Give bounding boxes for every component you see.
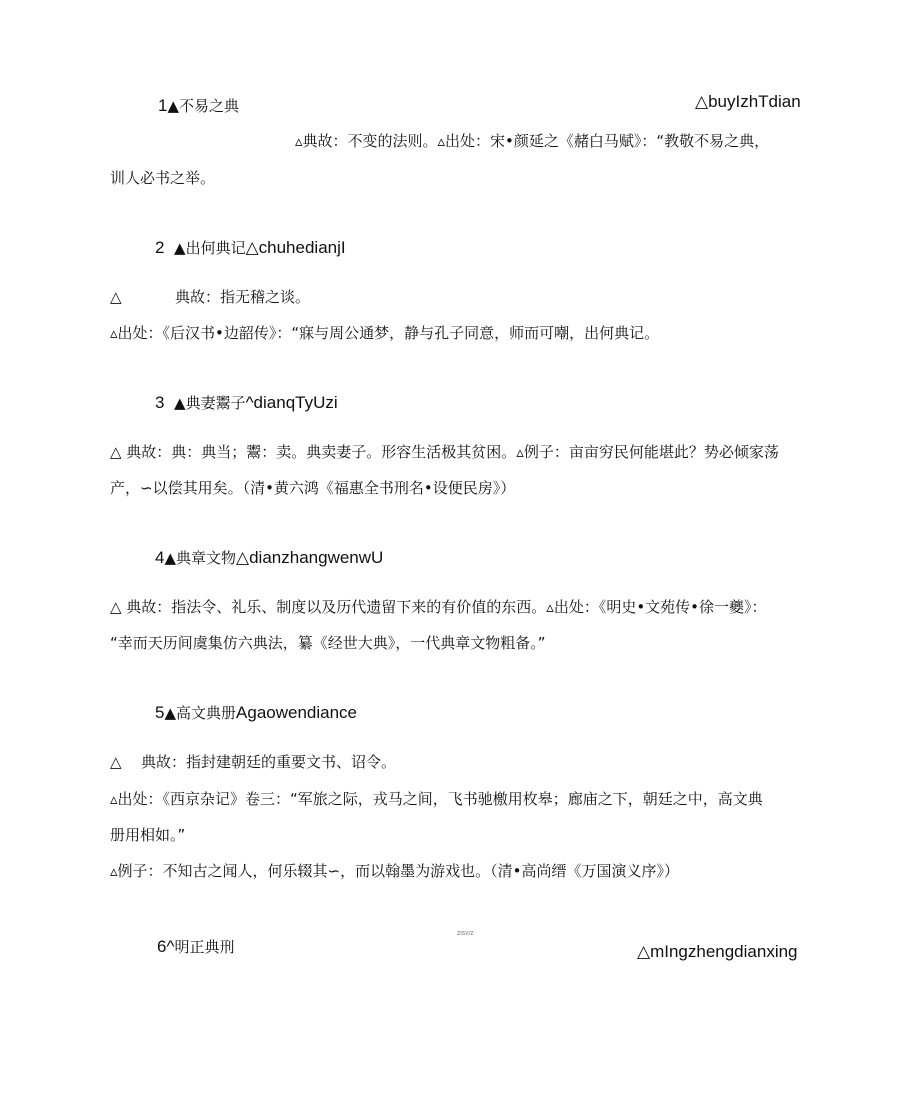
entry-2-term: 出何典记 [185,239,246,257]
entry-6-term: 明正典刑 [174,938,235,956]
entry-6-pinyin: △mIngzhengdianxing [637,942,798,961]
entry-1-marker: ▲ [167,97,180,115]
entry-2-line-1: △ [110,288,122,306]
entry-3-pinyin: ^dianqTyUzi [245,393,338,412]
entry-2-pinyin: △chuhedianjI [245,238,346,257]
entry-5-number: 5 [155,703,165,722]
entry-2-line-2: 典故：指无稽之谈。 [175,288,311,306]
entry-5-pinyin: Agaowendiance [236,703,358,722]
entry-6-marker: ^ [166,937,175,956]
entry-5-line-1: △ [110,753,122,771]
entry-5-line-4: 册用相如。” [110,826,186,844]
page-mark: ZISV/Z [457,931,474,937]
entry-4-line-2: “幸而天历间虞集仿六典法，纂《经世大典》，一代典章文物粗备。” [110,634,546,652]
entry-1-term: 不易之典 [179,97,240,115]
entry-6-number: 6 [157,937,167,956]
entry-3-marker: ▲ [174,394,186,412]
entry-4-number: 4 [155,548,165,567]
entry-2-number: 2 [155,238,165,257]
entry-3-heading [155,393,338,413]
entry-2-marker: ▲ [174,239,186,257]
entry-5-line-3: ▵出处：《西京杂记》卷三：“军旅之际，戎马之间，飞书驰檄用枚皋；廊庙之下，朝廷之中，高文典 [110,790,763,808]
entry-3-line-2: 产，∽以偿其用矣。（清•黄六鸿《福惠全书刑名•设便民房》） [110,479,516,497]
entry-5-marker: ▲ [164,704,177,722]
entry-5-line-2: 典故：指封建朝廷的重要文书、诏令。 [141,753,397,771]
entry-2-line-3: ▵出处：《后汉书•边韶传》：“寐与周公通梦，静与孔子同意，师而可嘲，出何典记。 [110,324,660,342]
entry-4-heading [155,548,383,568]
entry-1-heading [158,96,239,116]
entry-3-number: 3 [155,393,165,412]
entry-4-pinyin: △dianzhangwenwU [236,548,384,567]
entry-1-pinyin: △buyIzhTdian [695,92,801,111]
entry-4-line-1: △ 典故：指法令、礼乐、制度以及历代遗留下来的有价值的东西。▵出处：《明史•文苑传•徐一夔》： [110,598,767,616]
entry-2-heading [155,238,346,258]
entry-6-heading [157,937,234,957]
entry-5-heading [155,703,357,723]
entry-1-line-2: 训人必书之举。 [110,169,216,187]
entry-4-term: 典章文物 [176,549,237,567]
entry-1-number: 1 [158,96,168,115]
entry-1-line-1: ▵典故：不变的法则。▵出处：宋•颜延之《赭白马赋》：“教敬不易之典， [295,132,770,150]
entry-3-term: 典妻鬻子 [185,394,246,412]
entry-3-line-1: △ 典故：典：典当；鬻：卖。典卖妻子。形容生活极其贫困。▵例子：亩亩穷民何能堪此？势必倾家荡 [110,443,779,461]
entry-4-marker: ▲ [164,549,177,567]
entry-5-line-5: ▵例子：不知古之闻人，何乐辍其∽，而以翰墨为游戏也。（清•高尚缙《万国演义序》） [110,862,679,880]
entry-5-term: 高文典册 [176,704,237,722]
